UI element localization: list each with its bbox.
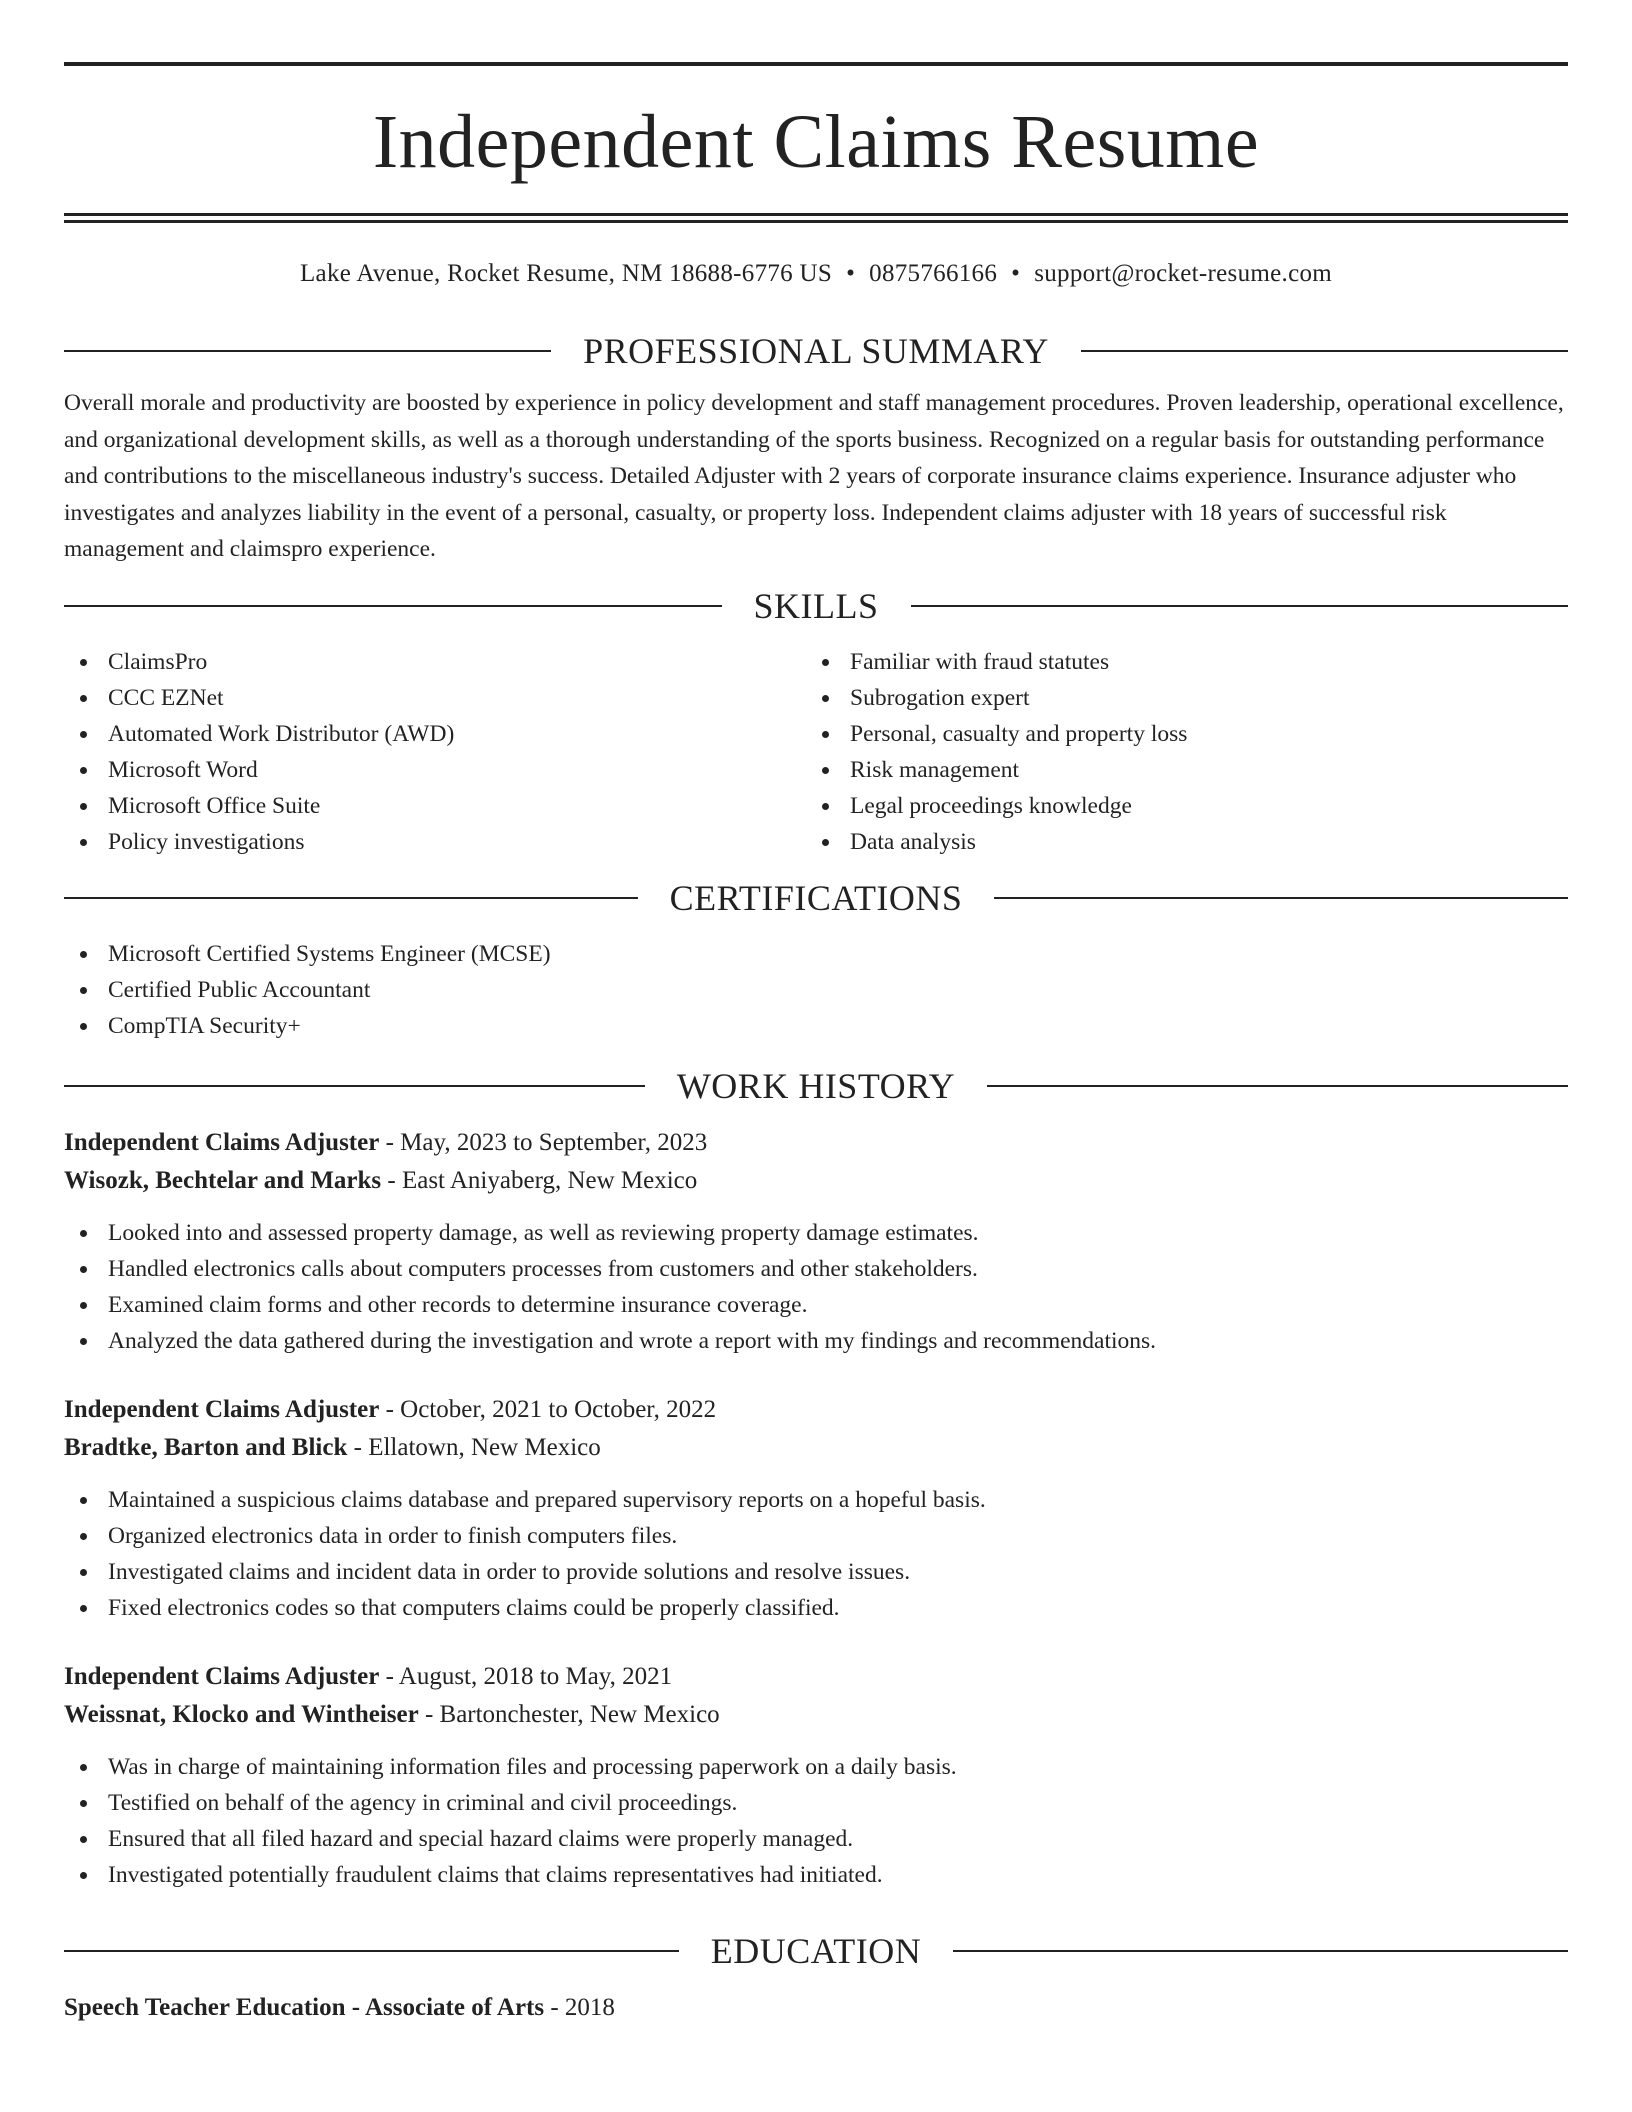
certifications-list	[64, 936, 1568, 1044]
heading-rule	[994, 897, 1568, 899]
skill-item: Data analysis	[806, 824, 1548, 860]
heading-rule	[911, 605, 1569, 607]
job-duty: Testified on behalf of the agency in criminal and civil proceedings.	[64, 1785, 1568, 1821]
job-duties	[64, 1482, 1568, 1626]
title-double-rule	[64, 213, 1568, 223]
job-company-line	[64, 1429, 1568, 1467]
heading-rule	[953, 1950, 1568, 1952]
job-duty: Organized electronics data in order to finish computers files.	[64, 1518, 1568, 1554]
skills-heading	[64, 584, 1568, 628]
contact-line	[64, 259, 1568, 289]
job-duties	[64, 1215, 1568, 1359]
skill-item: Microsoft Word	[64, 752, 806, 788]
education-heading	[64, 1929, 1568, 1973]
skill-item: Microsoft Office Suite	[64, 788, 806, 824]
job-duty: Handled electronics calls about computers processes from customers and other stakeholders.	[64, 1251, 1568, 1287]
heading-rule	[64, 350, 551, 352]
job-location: - East Aniyaberg, New Mexico	[381, 1166, 698, 1194]
skill-item: Policy investigations	[64, 824, 806, 860]
work-history-heading	[64, 1064, 1568, 1108]
contact-address: Lake Avenue, Rocket Resume, NM 18688-6776 US	[299, 260, 833, 287]
job-title: Independent Claims Adjuster	[64, 1128, 380, 1156]
skills-list-right	[806, 644, 1548, 860]
contact-email: support@rocket-resume.com	[1034, 260, 1333, 287]
job-duty: Ensured that all filed hazard and special hazard claims were properly managed.	[64, 1821, 1568, 1857]
skills-heading-label: SKILLS	[753, 585, 879, 626]
job-duty: Maintained a suspicious claims database and prepared supervisory reports on a hopeful basis.	[64, 1482, 1568, 1518]
heading-rule	[64, 897, 638, 899]
job-entry	[64, 1124, 1568, 1359]
skill-item: Personal, casualty and property loss	[806, 716, 1548, 752]
resume-page	[64, 62, 1568, 2027]
job-title: Independent Claims Adjuster	[64, 1395, 380, 1423]
heading-rule	[64, 605, 722, 607]
job-dates: - August, 2018 to May, 2021	[379, 1662, 673, 1690]
job-company: Weissnat, Klocko and Wintheiser	[64, 1700, 419, 1728]
job-company-line	[64, 1162, 1568, 1200]
job-company: Wisozk, Bechtelar and Marks	[64, 1166, 382, 1194]
certifications-heading	[64, 876, 1568, 920]
job-title: Independent Claims Adjuster	[64, 1662, 380, 1690]
heading-rule	[1081, 350, 1568, 352]
job-dates: - October, 2021 to October, 2022	[379, 1395, 717, 1423]
job-title-line	[64, 1124, 1568, 1162]
job-location: - Bartonchester, New Mexico	[418, 1700, 720, 1728]
education-degree: Speech Teacher Education - Associate of Arts	[64, 1993, 545, 2021]
skill-item: ClaimsPro	[64, 644, 806, 680]
education-entry	[64, 1989, 1568, 2027]
certifications-heading-label: CERTIFICATIONS	[669, 877, 963, 918]
job-duty: Examined claim forms and other records to determine insurance coverage.	[64, 1287, 1568, 1323]
education-heading-label: EDUCATION	[710, 1930, 922, 1971]
job-company: Bradtke, Barton and Blick	[64, 1433, 348, 1461]
certification-item: Microsoft Certified Systems Engineer (MCSE)	[64, 936, 1568, 972]
job-title-line	[64, 1658, 1568, 1696]
skill-item: Subrogation expert	[806, 680, 1548, 716]
job-dates: - May, 2023 to September, 2023	[379, 1128, 708, 1156]
job-duty: Looked into and assessed property damage, as well as reviewing property damage estimates.	[64, 1215, 1568, 1251]
skill-item: CCC EZNet	[64, 680, 806, 716]
skills-list-left	[64, 644, 806, 860]
heading-rule	[64, 1950, 679, 1952]
resume-title: Independent Claims Resume	[372, 100, 1260, 184]
certification-item: Certified Public Accountant	[64, 972, 1568, 1008]
summary-heading	[64, 329, 1568, 373]
contact-phone: 0875766166	[869, 260, 998, 287]
summary-heading-label: PROFESSIONAL SUMMARY	[583, 331, 1049, 371]
summary-text: Overall morale and productivity are boosted by experience in policy development and staff management procedures. Proven leadership, operational excellence, and organizational development skills, as well as a thorough understanding of the sports business. Recognized on a regular basis for outstanding performance and contributions to the miscellaneous industry's success. Detailed Adjuster with 2 years of corporate insurance claims experience. Insurance adjuster who investigates and analyzes liability in the event of a personal, casualty, or property loss. Independent claims adjuster with 18 years of successful risk management and claimspro experience.	[64, 390, 1564, 562]
job-duty: Investigated claims and incident data in order to provide solutions and resolve issues.	[64, 1554, 1568, 1590]
job-company-line	[64, 1696, 1568, 1734]
heading-rule	[987, 1085, 1568, 1087]
education-year: - 2018	[544, 1993, 615, 2021]
job-duties	[64, 1749, 1568, 1893]
work-history-heading-label: WORK HISTORY	[676, 1065, 956, 1106]
contact-separator: •	[846, 260, 856, 287]
job-entry	[64, 1391, 1568, 1626]
job-location: - Ellatown, New Mexico	[347, 1433, 601, 1461]
job-duty: Investigated potentially fraudulent claims that claims representatives had initiated.	[64, 1857, 1568, 1893]
job-duty: Was in charge of maintaining information files and processing paperwork on a daily basis.	[64, 1749, 1568, 1785]
job-title-line	[64, 1391, 1568, 1429]
skill-item: Automated Work Distributor (AWD)	[64, 716, 806, 752]
job-duty: Analyzed the data gathered during the investigation and wrote a report with my findings and recommendations.	[64, 1323, 1568, 1359]
certification-item: CompTIA Security+	[64, 1008, 1568, 1044]
contact-separator: •	[1011, 260, 1021, 287]
skills-columns	[64, 644, 1568, 860]
job-entry	[64, 1658, 1568, 1893]
job-duty: Fixed electronics codes so that computers claims could be properly classified.	[64, 1590, 1568, 1626]
skill-item: Legal proceedings knowledge	[806, 788, 1548, 824]
heading-rule	[64, 1085, 645, 1087]
skill-item: Risk management	[806, 752, 1548, 788]
skill-item: Familiar with fraud statutes	[806, 644, 1548, 680]
top-rule	[64, 62, 1568, 66]
